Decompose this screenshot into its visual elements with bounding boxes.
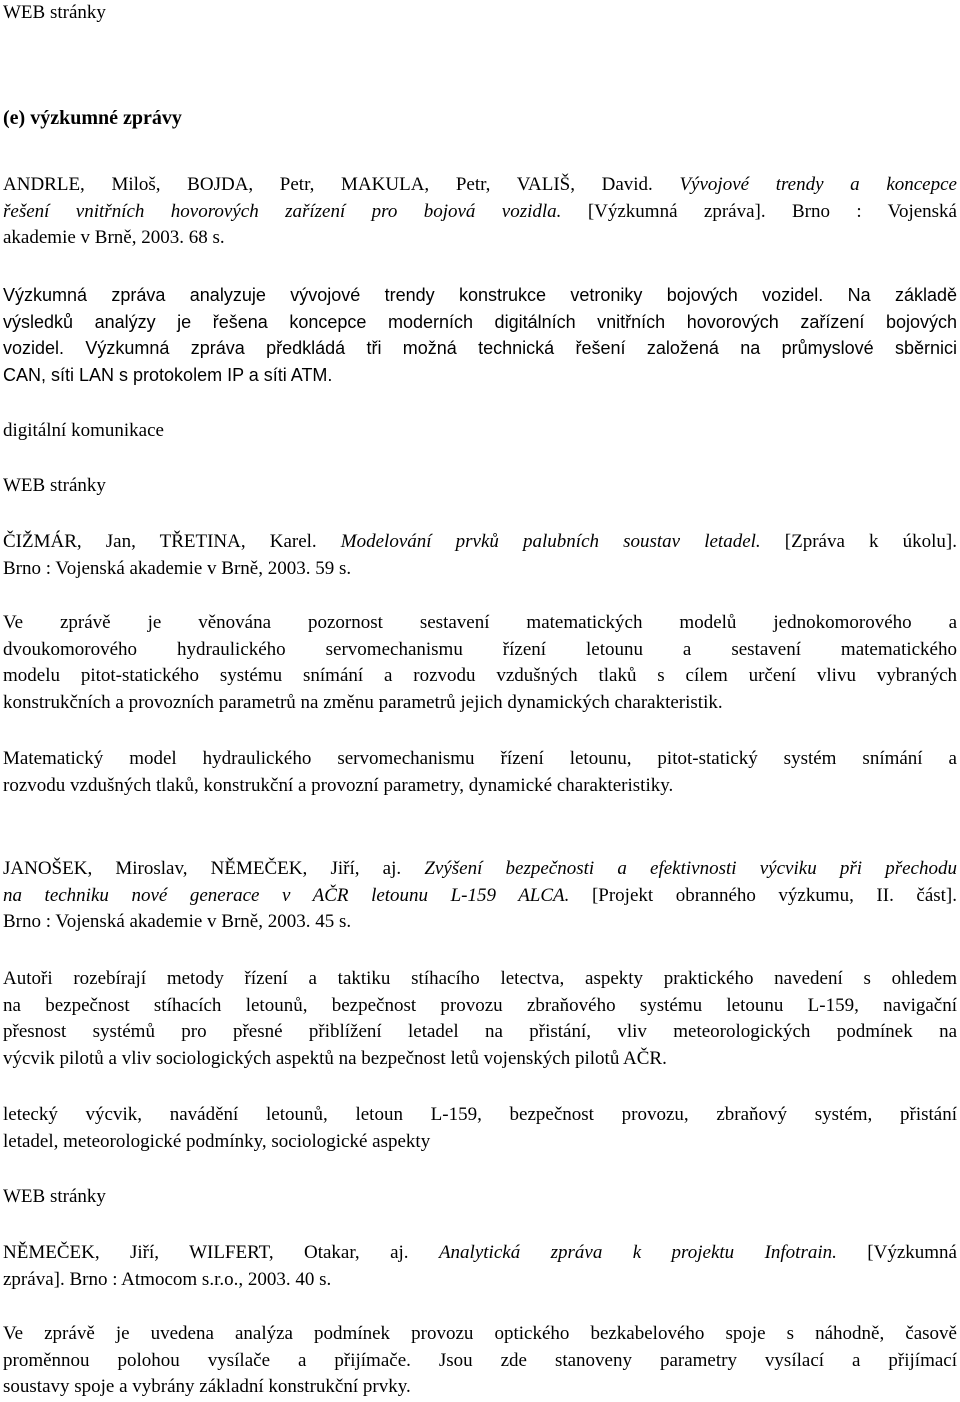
keywords-line: letecký výcvik, navádění letounů, letoun L-159, bezpečnost provozu, zbraňový systém, přistání (3, 1104, 957, 1125)
abstract-line: Autoři rozebírají metody řízení a taktiku stíhacího letectva, aspekty praktického navedení s ohledem (3, 968, 957, 989)
abstract-line: konstrukčních a provozních parametrů na změnu parametrů jejich dynamických charakteristik. (3, 691, 723, 713)
keywords-3 (3, 1102, 957, 1155)
entry-line: akademie v Brně, 2003. 68 s. (3, 227, 225, 248)
abstract-line: dvoukomorového hydraulického servomechanismu řízení letounu a sestavení matematického (3, 638, 957, 660)
abstract-line: CAN, síti LAN s protokolem IP a síti ATM. (3, 364, 333, 385)
entry-line (3, 529, 957, 556)
entry-line (3, 856, 957, 883)
entry-line: Brno : Vojenská akademie v Brně, 2003. 45 s. (3, 911, 352, 932)
title-italic: Zvýšení bezpečnosti a efektivnosti výcviku při přechodu (424, 858, 957, 879)
keywords-1: digitální komunikace (3, 420, 164, 441)
title-italic: na techniku nové generace v AČR letounu L-159 ALCA. (3, 884, 570, 906)
keywords-line: letadel, meteorologické podmínky, sociologické aspekty (3, 1130, 431, 1152)
publication-info: [Výzkumná (836, 1242, 957, 1263)
abstract-line: Ve zprávě je uvedena analýza podmínek provozu optického bezkabelového spoje s náhodně, časově (3, 1323, 957, 1344)
publication-info: [Zpráva k úkolu]. (760, 531, 957, 552)
keywords-2 (3, 746, 957, 799)
publication-info: [Projekt obranného výzkumu, II. část]. (569, 884, 957, 906)
abstract-line: na bezpečnost stíhacích letounů, bezpečnost provozu zbraňového systému letounu L-159, navigační (3, 994, 957, 1016)
reference-entry-3 (3, 856, 957, 936)
reference-entry-4 (3, 1240, 957, 1293)
web-pages-label: WEB stránky (3, 1186, 106, 1207)
abstract-2 (3, 610, 957, 716)
reference-entry-2 (3, 529, 957, 582)
abstract-line: Ve zprávě je věnována pozornost sestavení matematických modelů jednokomorového a (3, 612, 957, 633)
web-pages-label: WEB stránky (3, 2, 106, 23)
publication-info: [Výzkumná zpráva]. Brno : Vojenská (561, 200, 957, 222)
keywords-line: rozvodu vzdušných tlaků, konstrukční a provozní parametry, dynamické charakteristiky. (3, 774, 674, 796)
entry-line (3, 199, 957, 226)
abstract-line: vozidel. Výzkumná zpráva předkládá tři možná technická řešení založená na průmyslové sběrnici (3, 338, 957, 358)
authors: JANOŠEK, Miroslav, NĚMEČEK, Jiří, aj. (3, 858, 425, 879)
section-heading: (e) výzkumné zprávy (3, 107, 182, 129)
reference-entry-1 (3, 172, 957, 252)
entry-line (3, 1240, 957, 1267)
entry-line: zpráva]. Brno : Atmocom s.r.o., 2003. 40 s. (3, 1268, 332, 1290)
abstract-4 (3, 1321, 957, 1401)
abstract-line: soustavy spoje a vybrány základní konstrukční prvky. (3, 1376, 411, 1397)
abstract-line: modelu pitot-statického systému snímání a rozvodu vzdušných tlaků s cílem určení vlivu vybraných (3, 665, 957, 686)
entry-line: Brno : Vojenská akademie v Brně, 2003. 59 s. (3, 557, 352, 579)
abstract-3 (3, 966, 957, 1072)
abstract-line: Výzkumná zpráva analyzuje vývojové trendy konstrukce vetroniky bojových vozidel. Na základě (3, 285, 957, 305)
authors: ČIŽMÁR, Jan, TŘETINA, Karel. (3, 531, 341, 552)
authors: NĚMEČEK, Jiří, WILFERT, Otakar, aj. (3, 1242, 439, 1263)
entry-line (3, 883, 957, 910)
keywords-line: Matematický model hydraulického servomechanismu řízení letounu, pitot-statický systém snímání a (3, 748, 957, 769)
abstract-line: proměnnou polohou vysílače a přijímače. Jsou zde stanoveny parametry vysílací a přijímací (3, 1349, 957, 1371)
title-italic: Modelování prvků palubních soustav letadel. (340, 531, 761, 552)
title-italic: Analytická zpráva k projektu Infotrain. (438, 1242, 837, 1263)
title-italic: řešení vnitřních hovorových zařízení pro bojová vozidla. (3, 200, 562, 222)
title-italic: Vývojové trendy a koncepce (679, 174, 957, 195)
entry-line (3, 172, 957, 199)
abstract-line: výsledků analýzy je řešena koncepce moderních digitálních vnitřních hovorových zařízení bojových (3, 311, 957, 332)
abstract-line: přesnost systémů pro přesné přiblížení letadel na přistání, vliv meteorologických podmínek na (3, 1021, 957, 1042)
authors: ANDRLE, Miloš, BOJDA, Petr, MAKULA, Petr, VALIŠ, David. (3, 174, 680, 195)
abstract-line: výcvik pilotů a vliv sociologických aspektů na bezpečnost letů vojenských pilotů AČR. (3, 1047, 667, 1069)
web-pages-label: WEB stránky (3, 475, 106, 496)
abstract-1 (3, 282, 957, 388)
